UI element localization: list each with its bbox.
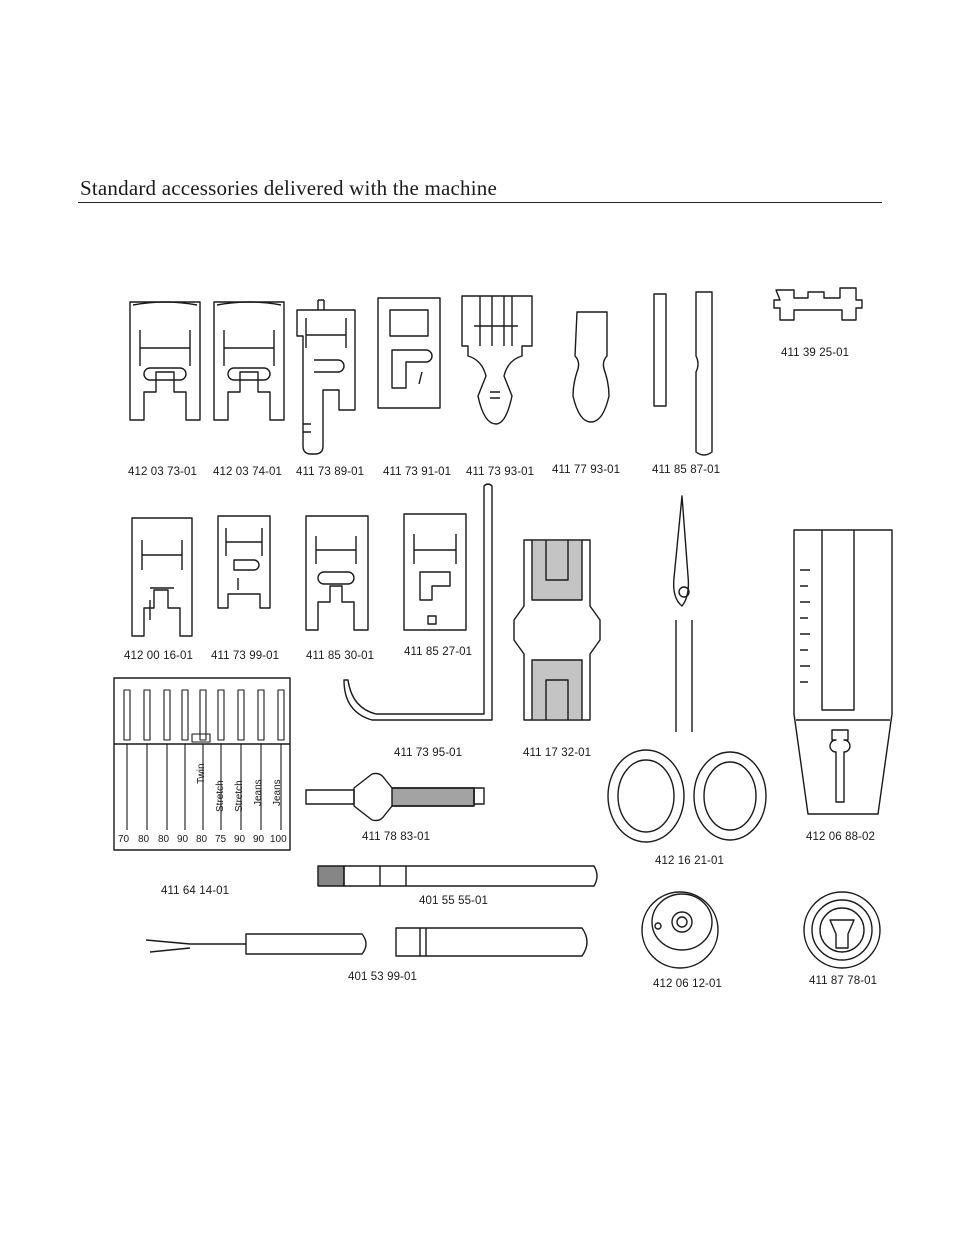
code-401539901: 401 53 99-01 xyxy=(348,971,417,983)
presser-foot-412037401 xyxy=(214,302,284,420)
needle-type-stretch-1: Stretch xyxy=(215,780,226,812)
brush-401555501 xyxy=(318,866,597,886)
presser-foot-411852701 xyxy=(404,514,466,630)
code-411779301: 411 77 93-01 xyxy=(552,464,621,476)
gauge-412068802 xyxy=(794,530,892,814)
code-411739901: 411 73 99-01 xyxy=(211,650,280,662)
code-411641401: 411 64 14-01 xyxy=(161,885,230,897)
needle-size-5: 80 xyxy=(196,834,208,845)
presser-foot-411738901 xyxy=(297,300,355,454)
code-412162101: 412 16 21-01 xyxy=(655,855,724,867)
presser-foot-411853001 xyxy=(306,516,368,630)
presser-foot-411739901 xyxy=(218,516,270,608)
page-title: Standard accessories delivered with the machine xyxy=(80,176,497,200)
code-411739301: 411 73 93-01 xyxy=(466,466,535,478)
seam-hook-411739501 xyxy=(344,484,492,720)
needle-size-7: 90 xyxy=(234,834,246,845)
code-411738901: 411 73 89-01 xyxy=(296,466,365,478)
code-412037301: 412 03 73-01 xyxy=(128,466,197,478)
code-412001601: 412 00 16-01 xyxy=(124,650,193,662)
code-411788301: 411 78 83-01 xyxy=(362,831,431,843)
scissors-412162101 xyxy=(608,496,766,842)
code-411739501: 411 73 95-01 xyxy=(394,747,463,759)
buttonhole-guide-411779301 xyxy=(573,312,609,422)
needle-type-jeans-1: Jeans xyxy=(253,779,264,806)
presser-foot-411739101 xyxy=(378,298,440,408)
presser-foot-412001601 xyxy=(132,518,192,636)
code-412068802: 412 06 88-02 xyxy=(806,831,875,843)
needle-size-2: 80 xyxy=(138,834,150,845)
screwdriver-411788301 xyxy=(306,774,484,821)
needle-type-jeans-2: Jeans xyxy=(272,779,283,806)
code-411739101: 411 73 91-01 xyxy=(383,466,452,478)
needle-size-6: 75 xyxy=(215,834,227,845)
needle-size-1: 70 xyxy=(118,834,130,845)
code-401555501: 401 55 55-01 xyxy=(419,895,488,907)
code-411853001: 411 85 30-01 xyxy=(306,650,375,662)
code-411852701: 411 85 27-01 xyxy=(404,646,473,658)
seam-ripper-401539901 xyxy=(146,928,587,956)
presser-foot-412037301 xyxy=(130,302,200,420)
code-411392501: 411 39 25-01 xyxy=(781,347,850,359)
needle-type-stretch-2: Stretch xyxy=(234,780,245,812)
clip-411392501 xyxy=(774,288,862,320)
needle-plate-411173201 xyxy=(514,540,600,720)
code-412037401: 412 03 74-01 xyxy=(213,466,282,478)
spool-cap-411877801 xyxy=(804,892,880,968)
needle-size-9: 100 xyxy=(270,834,287,845)
code-411173201: 411 17 32-01 xyxy=(523,747,592,759)
code-411877801: 411 87 78-01 xyxy=(809,975,878,987)
needle-size-4: 90 xyxy=(177,834,189,845)
code-412061201: 412 06 12-01 xyxy=(653,978,722,990)
needle-size-3: 80 xyxy=(158,834,170,845)
needle-size-8: 90 xyxy=(253,834,265,845)
bobbin-412061201 xyxy=(642,892,718,968)
code-411858701: 411 85 87-01 xyxy=(652,464,721,476)
presser-foot-411739301 xyxy=(462,296,532,424)
guide-strip-411858701 xyxy=(654,292,712,455)
needle-type-twin: Twin xyxy=(196,763,207,784)
